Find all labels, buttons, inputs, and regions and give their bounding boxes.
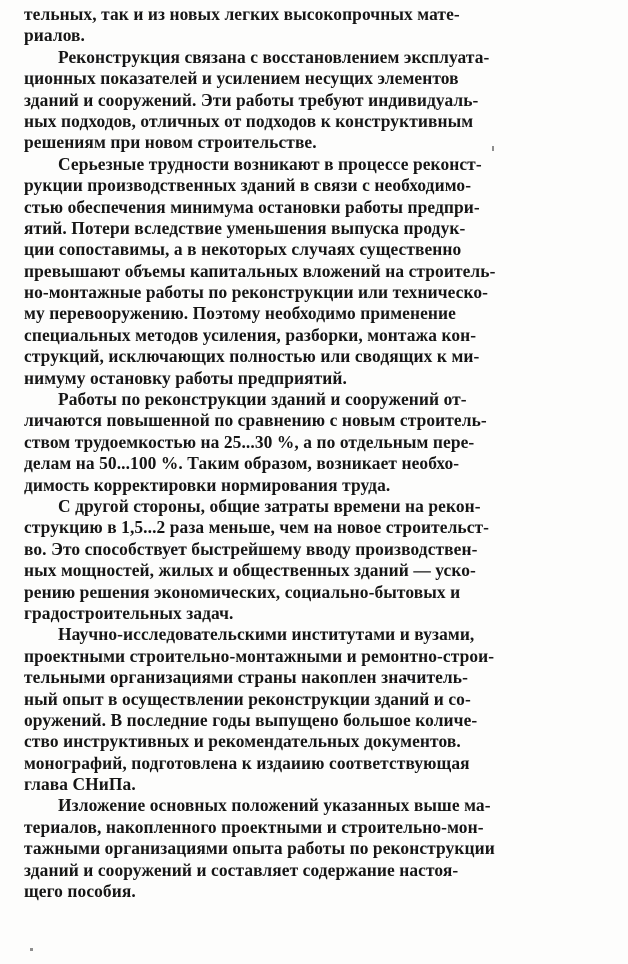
text-line: му перевооружению. Поэтому необходимо применение xyxy=(24,303,456,324)
body-text xyxy=(24,4,612,902)
text-line: делам на 50...100 %. Таким образом, возникает необхо- xyxy=(24,453,460,474)
text-line: проектными строительно-монтажными и ремонтно-строи- xyxy=(24,645,495,666)
text-line: стью обеспечения минимума остановки работы предпри- xyxy=(24,196,480,217)
scan-speck xyxy=(492,146,494,151)
paragraph-first-line: С другой стороны, общие затраты времени на рекон- xyxy=(58,495,481,516)
text-line: ционных показателей и усилением несущих элементов xyxy=(24,68,459,89)
text-line: димость корректировки нормирования труда. xyxy=(24,474,391,495)
paragraph-first-line: Научно-исследовательскими институтами и вузами, xyxy=(58,624,475,645)
text-line: ный опыт в осуществлении реконструкции зданий и со- xyxy=(24,688,471,709)
text-line: щего пособия. xyxy=(24,881,136,902)
text-line: риалов. xyxy=(24,25,85,46)
text-line: тажными организациями опыта работы по реконструкции xyxy=(24,838,495,859)
paragraph-first-line: Серьезные трудности возникают в процессе реконст- xyxy=(58,153,482,174)
text-line: решениям при новом строительстве. xyxy=(24,132,317,153)
text-line: ятий. Потери вследствие уменьшения выпуска продук- xyxy=(24,217,466,238)
text-line: тельными организациями страны накоплен значитель- xyxy=(24,667,468,688)
text-line: зданий и сооружений. Эти работы требуют индивидуаль- xyxy=(24,89,479,110)
text-line: глава СНиПа. xyxy=(24,774,136,795)
text-line: ных мощностей, жилых и общественных зданий — уско- xyxy=(24,560,476,581)
text-line: монографий, подготовлена к издаиию соответствующая xyxy=(24,752,470,773)
text-line: струкцию в 1,5...2 раза меньше, чем на новое строительст- xyxy=(24,517,490,538)
text-line: градостроительных задач. xyxy=(24,602,234,623)
text-line: рукции производственных зданий в связи с необходимо- xyxy=(24,175,472,196)
text-line: специальных методов усиления, разборки, монтажа кон- xyxy=(24,324,477,345)
text-line: ством трудоемкостью на 25...30 %, а по отдельным пере- xyxy=(24,431,475,452)
text-line: нимуму остановку работы предприятий. xyxy=(24,367,347,388)
text-line: превышают объемы капитальных вложений на строитель- xyxy=(24,260,496,281)
text-line: ции сопоставимы, а в некоторых случаях существенно xyxy=(24,239,462,260)
paragraph-first-line: Реконструкция связана с восстановлением эксплуата- xyxy=(58,46,490,67)
text-line: личаются повышенной по сравнению с новым строитель- xyxy=(24,410,487,431)
text-line: во. Это способствует быстрейшему вводу производствен- xyxy=(24,538,478,559)
text-line: ных подходов, отличных от подходов к конструктивным xyxy=(24,110,474,131)
text-line: зданий и сооружений и составляет содержание настоя- xyxy=(24,859,459,880)
text-line: териалов, накопленного проектными и строительно-мон- xyxy=(24,816,484,837)
text-line: ство инструктивных и рекомендательных документов. xyxy=(24,731,461,752)
text-line: но-монтажные работы по реконструкции или техническо- xyxy=(24,282,489,303)
paragraph-first-line: Работы по реконструкции зданий и сооружений от- xyxy=(58,389,467,410)
scan-speck xyxy=(30,948,33,951)
text-line: струкций, исключающих полностью или сводящих к ми- xyxy=(24,346,480,367)
text-line: тельных, так и из новых легких высокопрочных мате- xyxy=(24,4,460,24)
paragraph-first-line: Изложение основных положений указанных выше ма- xyxy=(58,795,491,816)
text-line: оружений. В последние годы выпущено большое количе- xyxy=(24,709,478,730)
text-line: рению решения экономических, социально-бытовых и xyxy=(24,581,461,602)
